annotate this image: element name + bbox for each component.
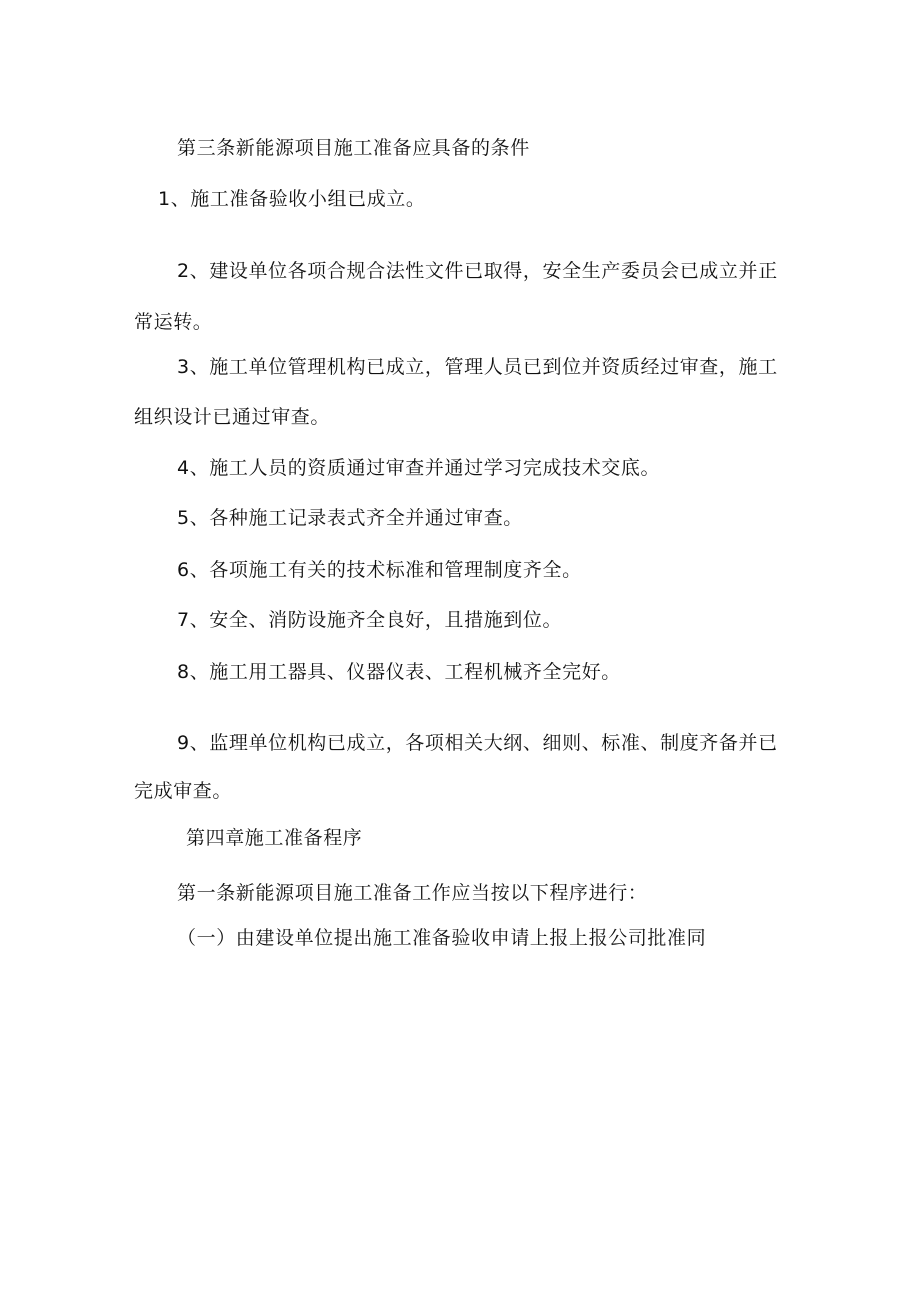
- condition-item-1: 1、施工准备验收小组已成立。: [158, 188, 426, 210]
- condition-item-9: 9、监理单位机构已成立，各项相关大纲、细则、标准、制度齐备并已: [177, 732, 778, 754]
- condition-item-3-cont: 组织设计已通过审查。: [134, 406, 331, 428]
- article-3-heading: 第三条新能源项目施工准备应具备的条件: [177, 137, 530, 159]
- condition-item-7: 7、安全、消防设施齐全良好，且措施到位。: [177, 609, 563, 631]
- article-1-text: 第一条新能源项目施工准备工作应当按以下程序进行：: [177, 882, 648, 904]
- chapter-4-heading: 第四章施工准备程序: [186, 827, 363, 849]
- condition-item-8: 8、施工用工器具、仪器仪表、工程机械齐全完好。: [177, 661, 621, 683]
- condition-item-2-cont: 常运转。: [134, 311, 213, 333]
- condition-item-9-cont: 完成审查。: [134, 780, 233, 802]
- procedure-step-1: （一）由建设单位提出施工准备验收申请上报上报公司批准同: [177, 927, 707, 949]
- condition-item-6: 6、各项施工有关的技术标准和管理制度齐全。: [177, 559, 582, 581]
- condition-item-4: 4、施工人员的资质通过审查并通过学习完成技术交底。: [177, 457, 661, 479]
- condition-item-3: 3、施工单位管理机构已成立，管理人员已到位并资质经过审查，施工: [177, 356, 778, 378]
- condition-item-5: 5、各种施工记录表式齐全并通过审查。: [177, 507, 523, 529]
- condition-item-2: 2、建设单位各项合规合法性文件已取得，安全生产委员会已成立并正: [177, 260, 778, 282]
